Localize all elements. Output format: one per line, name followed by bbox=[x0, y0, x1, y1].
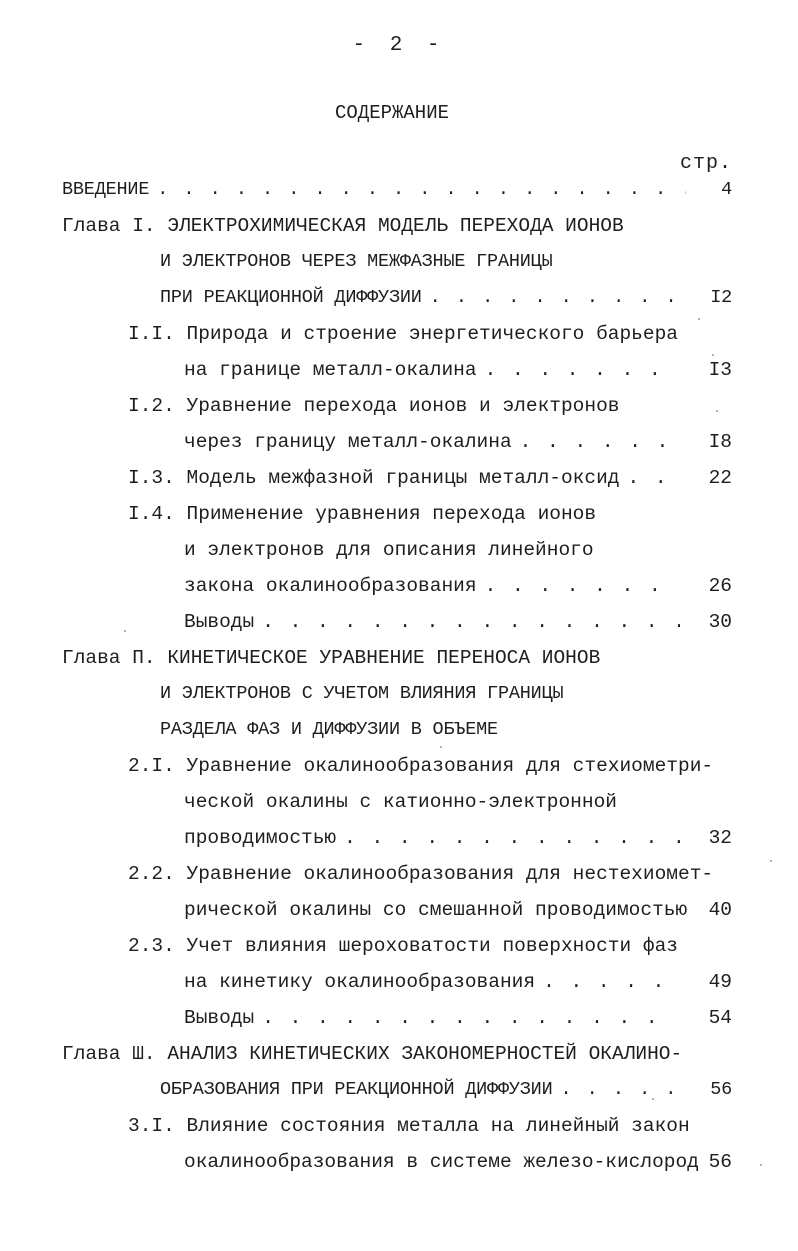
toc-entry-text: И ЭЛЕКТРОНОВ С УЧЕТОМ ВЛИЯНИЯ ГРАНИЦЫ bbox=[160, 683, 564, 704]
toc-entry-page: I8 bbox=[708, 431, 732, 453]
toc-entry-section-2-3 bbox=[128, 930, 732, 962]
toc-entry-section-2-2 bbox=[128, 858, 732, 890]
toc-entry-page: 4 bbox=[721, 179, 732, 200]
toc-entry-text: 2.2. Уравнение окалинообразования для нестехиомет- bbox=[128, 863, 714, 885]
toc-entry-chapter-1-cont bbox=[160, 246, 732, 278]
toc-entry-chapter-1-end bbox=[160, 282, 732, 314]
scan-speck bbox=[124, 630, 126, 632]
toc-entry-chapter-2 bbox=[62, 642, 732, 674]
toc-entry-text: ческой окалины с катионно-электронной bbox=[184, 791, 617, 813]
toc-entry-chapter-1 bbox=[62, 210, 732, 242]
toc-entry-text: РАЗДЕЛА ФАЗ И ДИФФУЗИИ В ОБЪЕМЕ bbox=[160, 719, 498, 740]
toc-entry-section-2-3-end bbox=[184, 966, 732, 998]
toc-entry-text: 3.I. Влияние состояния металла на линейный закон bbox=[128, 1115, 690, 1137]
toc-entry-page: 32 bbox=[708, 827, 732, 849]
dot-leader bbox=[430, 282, 680, 314]
dot-leader bbox=[344, 822, 680, 854]
toc-entry-section-2-1-end bbox=[184, 822, 732, 854]
toc-entry-section-1-2-end bbox=[184, 426, 732, 458]
toc-entry-section-3-1-end bbox=[184, 1146, 732, 1178]
toc-entry-page: 49 bbox=[708, 971, 732, 993]
toc-entry-text: Глава Ш. АНАЛИЗ КИНЕТИЧЕСКИХ ЗАКОНОМЕРНОСТЕЙ ОКАЛИНО- bbox=[62, 1043, 683, 1065]
toc-entry-text: I.3. Модель межфазной границы металл-оксид bbox=[128, 467, 620, 489]
page-column-label: стр. bbox=[679, 152, 732, 175]
toc-entry-text: на кинетику окалинообразования bbox=[184, 971, 536, 993]
scan-speck bbox=[760, 1164, 762, 1166]
toc-entry-page: 56 bbox=[710, 1079, 732, 1100]
toc-entry-text: на границе металл-окалина bbox=[184, 359, 477, 381]
toc-entry-text: I.2. Уравнение перехода ионов и электронов bbox=[128, 395, 620, 417]
toc-entry-page: I3 bbox=[708, 359, 732, 381]
toc-entry-page: I2 bbox=[710, 287, 732, 308]
scan-speck bbox=[652, 1098, 654, 1100]
toc-entry-section-2-2-end bbox=[184, 894, 732, 926]
toc-entry-text: I.I. Природа и строение энергетического барьера bbox=[128, 323, 678, 345]
toc-entry-text: ОБРАЗОВАНИЯ ПРИ РЕАКЦИОННОЙ ДИФФУЗИИ bbox=[160, 1079, 553, 1100]
scan-speck bbox=[440, 746, 442, 748]
toc-entry-page: 26 bbox=[708, 575, 732, 597]
toc-entry-text: 2.3. Учет влияния шероховатости поверхности фаз bbox=[128, 935, 678, 957]
toc-entry-text: ПРИ РЕАКЦИОННОЙ ДИФФУЗИИ bbox=[160, 287, 422, 308]
toc-entry-page: 22 bbox=[708, 467, 732, 489]
toc-entry-text: рической окалины со смешанной проводимостью bbox=[184, 899, 688, 921]
toc-entry-conclusions-2 bbox=[184, 1002, 732, 1034]
dot-leader bbox=[520, 426, 680, 458]
page-number: - 2 - bbox=[352, 34, 446, 57]
dot-leader bbox=[543, 966, 672, 998]
toc-entry-text: и электронов для описания линейного bbox=[184, 539, 594, 561]
scan-speck bbox=[770, 860, 772, 862]
toc-entry-text: И ЭЛЕКТРОНОВ ЧЕРЕЗ МЕЖФАЗНЫЕ ГРАНИЦЫ bbox=[160, 251, 553, 272]
toc-entry-section-1-4-cont bbox=[184, 534, 732, 566]
toc-entry-chapter-3-end bbox=[160, 1074, 732, 1106]
toc-entry-text: Глава П. КИНЕТИЧЕСКОЕ УРАВНЕНИЕ ПЕРЕНОСА ИОНОВ bbox=[62, 647, 601, 669]
toc-entry-chapter-2-end bbox=[160, 714, 732, 746]
toc-entry-page: 56 bbox=[708, 1151, 732, 1173]
toc-entry-page: 30 bbox=[708, 611, 732, 633]
toc-entry-text: 2.I. Уравнение окалинообразования для стехиометри- bbox=[128, 755, 714, 777]
toc-entry-text: закона окалинообразования bbox=[184, 575, 477, 597]
dot-leader bbox=[485, 570, 680, 602]
toc-entry-introduction bbox=[62, 174, 732, 206]
scan-speck bbox=[716, 410, 718, 412]
toc-entry-text: через границу металл-окалина bbox=[184, 431, 512, 453]
toc-entry-conclusions-1 bbox=[184, 606, 732, 638]
toc-entry-text: окалинообразования в системе железо-кислород bbox=[184, 1151, 699, 1173]
dot-leader bbox=[560, 1074, 672, 1106]
toc-entry-text: Выводы bbox=[184, 1007, 255, 1029]
toc-entry-page: 40 bbox=[708, 899, 732, 921]
toc-entry-section-1-3 bbox=[128, 462, 732, 494]
scan-speck bbox=[712, 354, 714, 356]
dot-leader bbox=[485, 354, 680, 386]
toc-entry-section-1-1 bbox=[128, 318, 732, 350]
scan-speck bbox=[698, 318, 700, 320]
toc-entry-section-1-1-end bbox=[184, 354, 732, 386]
toc-entry-page: 54 bbox=[708, 1007, 732, 1029]
dot-leader bbox=[262, 1002, 672, 1034]
toc-entry-text: Выводы bbox=[184, 611, 255, 633]
toc-entry-text: I.4. Применение уравнения перехода ионов bbox=[128, 503, 597, 525]
toc-entry-chapter-2-cont bbox=[160, 678, 732, 710]
toc-entry-section-1-4-end bbox=[184, 570, 732, 602]
dot-leader bbox=[627, 462, 680, 494]
toc-entry-text: проводимостью bbox=[184, 827, 337, 849]
toc-entry-section-3-1 bbox=[128, 1110, 732, 1142]
page-title: СОДЕРЖАНИЕ bbox=[334, 102, 450, 124]
toc-entry-section-2-1-cont bbox=[184, 786, 732, 818]
toc-entry-chapter-3 bbox=[62, 1038, 732, 1070]
toc-entry-section-2-1 bbox=[128, 750, 732, 782]
toc-entry-text: Глава I. ЭЛЕКТРОХИМИЧЕСКАЯ МОДЕЛЬ ПЕРЕХОДА ИОНОВ bbox=[62, 215, 624, 237]
toc-entry-text: ВВЕДЕНИЕ bbox=[62, 179, 150, 200]
toc-entry-section-1-2 bbox=[128, 390, 732, 422]
dot-leader bbox=[262, 606, 680, 638]
dot-leader bbox=[157, 174, 686, 206]
toc-entry-section-1-4 bbox=[128, 498, 732, 530]
